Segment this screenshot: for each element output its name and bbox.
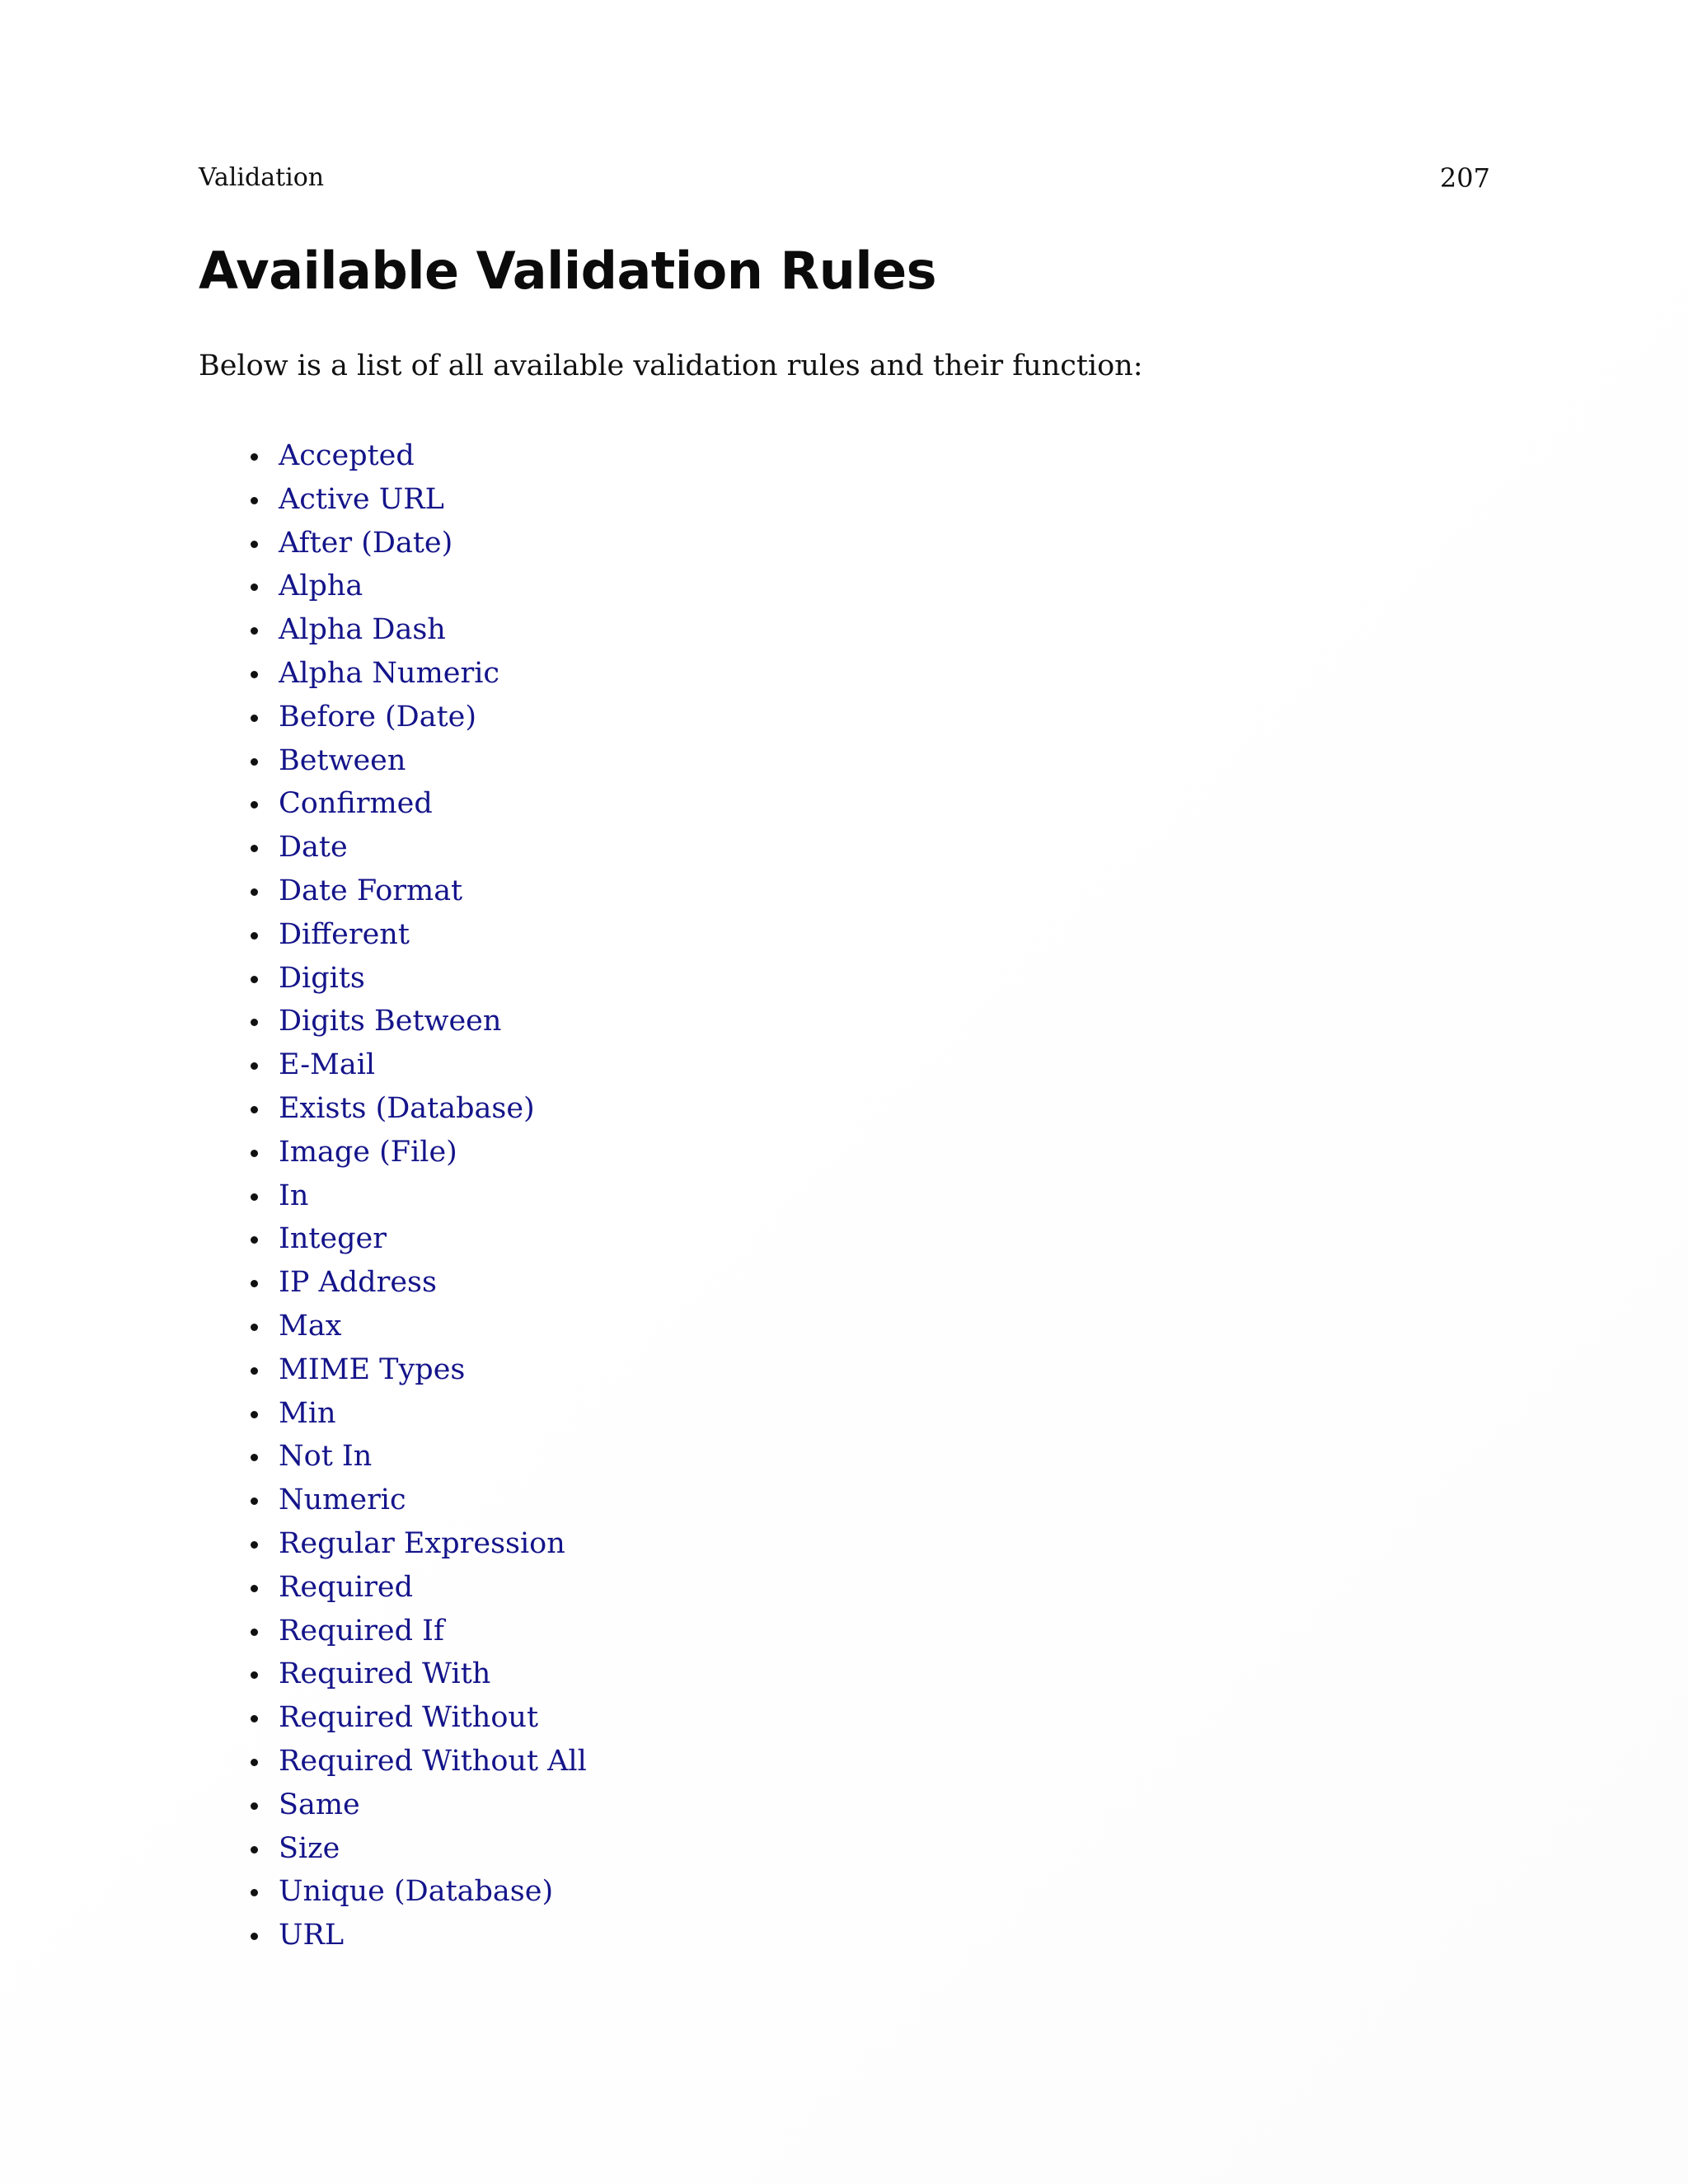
bullet-icon [251, 1062, 258, 1070]
rule-link-url[interactable]: URL [279, 1919, 345, 1952]
rule-link-accepted[interactable]: Accepted [279, 439, 415, 472]
bullet-icon [251, 497, 258, 504]
list-item [251, 826, 587, 869]
page-number: 207 [1439, 162, 1490, 194]
list-item [251, 1783, 587, 1827]
list-item [251, 1652, 587, 1696]
rule-link-alpha-dash[interactable]: Alpha Dash [279, 613, 446, 647]
rule-link-required-without-all[interactable]: Required Without All [279, 1744, 587, 1778]
list-item [251, 1566, 587, 1610]
list-item [251, 1217, 587, 1261]
bullet-icon [251, 758, 258, 766]
rule-link-min[interactable]: Min [279, 1396, 336, 1430]
bullet-icon [251, 1193, 258, 1201]
list-item [251, 1348, 587, 1392]
rule-link-mime-types[interactable]: MIME Types [279, 1352, 466, 1386]
rule-link-not-in[interactable]: Not In [279, 1440, 373, 1474]
list-item [251, 782, 587, 826]
list-item [251, 1174, 587, 1218]
bullet-icon [251, 671, 258, 678]
list-item [251, 1043, 587, 1087]
rule-link-regular-expression[interactable]: Regular Expression [279, 1526, 565, 1560]
rule-link-required-if[interactable]: Required If [279, 1614, 444, 1647]
list-item [251, 1131, 587, 1174]
bullet-icon [251, 627, 258, 635]
rule-link-integer[interactable]: Integer [279, 1222, 387, 1256]
rule-link-e-mail[interactable]: E-Mail [279, 1048, 376, 1082]
bullet-icon [251, 1889, 258, 1896]
rule-link-ip-address[interactable]: IP Address [279, 1266, 437, 1300]
rule-link-active-url[interactable]: Active URL [279, 482, 444, 516]
list-item [251, 957, 587, 1001]
list-item [251, 1479, 587, 1522]
rule-link-max[interactable]: Max [279, 1309, 342, 1343]
bullet-icon [251, 1846, 258, 1854]
list-item [251, 1914, 587, 1957]
bullet-icon [251, 932, 258, 940]
list-item [251, 1522, 587, 1566]
rule-link-required[interactable]: Required [279, 1570, 414, 1604]
rule-link-between[interactable]: Between [279, 743, 406, 777]
bullet-icon [251, 888, 258, 896]
list-item [251, 1696, 587, 1740]
list-item [251, 1305, 587, 1348]
bullet-icon [251, 1802, 258, 1810]
intro-paragraph: Below is a list of all available validation rules and their function: [199, 349, 1143, 382]
bullet-icon [251, 453, 258, 461]
list-item [251, 696, 587, 739]
rule-link-exists-database[interactable]: Exists (Database) [279, 1091, 535, 1125]
bullet-icon [251, 1280, 258, 1287]
bullet-icon [251, 976, 258, 983]
rule-link-unique-database[interactable]: Unique (Database) [279, 1875, 554, 1909]
bullet-icon [251, 1236, 258, 1244]
bullet-icon [251, 1411, 258, 1418]
rule-link-after-date[interactable]: After (Date) [279, 526, 453, 560]
rule-link-different[interactable]: Different [279, 917, 410, 951]
bullet-icon [251, 1541, 258, 1549]
bullet-icon [251, 1324, 258, 1331]
list-item [251, 434, 587, 478]
list-item [251, 739, 587, 783]
list-item [251, 1827, 587, 1871]
bullet-icon [251, 801, 258, 808]
bullet-icon [251, 1629, 258, 1636]
bullet-icon [251, 1715, 258, 1722]
list-item [251, 565, 587, 608]
list-item [251, 478, 587, 522]
bullet-icon [251, 1671, 258, 1679]
bullet-icon [251, 1150, 258, 1157]
list-item [251, 1870, 587, 1914]
list-item [251, 522, 587, 565]
list-item [251, 1740, 587, 1783]
list-item [251, 1435, 587, 1479]
rule-link-numeric[interactable]: Numeric [279, 1483, 406, 1517]
list-item [251, 652, 587, 696]
list-item [251, 869, 587, 913]
bullet-icon [251, 1019, 258, 1026]
bullet-icon [251, 1933, 258, 1940]
rule-link-alpha[interactable]: Alpha [279, 569, 363, 603]
bullet-icon [251, 583, 258, 591]
list-item [251, 1610, 587, 1653]
rule-link-size[interactable]: Size [279, 1831, 340, 1865]
rule-link-same[interactable]: Same [279, 1788, 360, 1821]
rule-link-alpha-numeric[interactable]: Alpha Numeric [279, 656, 500, 690]
rule-link-digits[interactable]: Digits [279, 961, 365, 995]
bullet-icon [251, 541, 258, 548]
bullet-icon [251, 1106, 258, 1113]
list-item [251, 1261, 587, 1305]
list-item [251, 1087, 587, 1131]
rule-link-required-with[interactable]: Required With [279, 1657, 491, 1691]
list-item [251, 913, 587, 957]
rule-link-before-date[interactable]: Before (Date) [279, 700, 477, 733]
running-header [199, 162, 1490, 194]
bullet-icon [251, 1585, 258, 1592]
rule-link-in[interactable]: In [279, 1179, 309, 1212]
bullet-icon [251, 1454, 258, 1461]
rule-link-date-format[interactable]: Date Format [279, 874, 463, 907]
validation-rules-list [251, 434, 587, 1957]
bullet-icon [251, 715, 258, 722]
rule-link-required-without[interactable]: Required Without [279, 1701, 539, 1735]
bullet-icon [251, 1759, 258, 1766]
bullet-icon [251, 845, 258, 852]
rule-link-image-file[interactable]: Image (File) [279, 1135, 457, 1169]
list-item [251, 608, 587, 652]
bullet-icon [251, 1367, 258, 1375]
list-item [251, 1000, 587, 1043]
rule-link-digits-between[interactable]: Digits Between [279, 1005, 502, 1038]
rule-link-date[interactable]: Date [279, 831, 348, 865]
bullet-icon [251, 1497, 258, 1505]
list-item [251, 1392, 587, 1436]
rule-link-confirmed[interactable]: Confirmed [279, 787, 433, 821]
page-title: Available Validation Rules [199, 241, 937, 301]
running-header-section-title: Validation [199, 163, 325, 192]
